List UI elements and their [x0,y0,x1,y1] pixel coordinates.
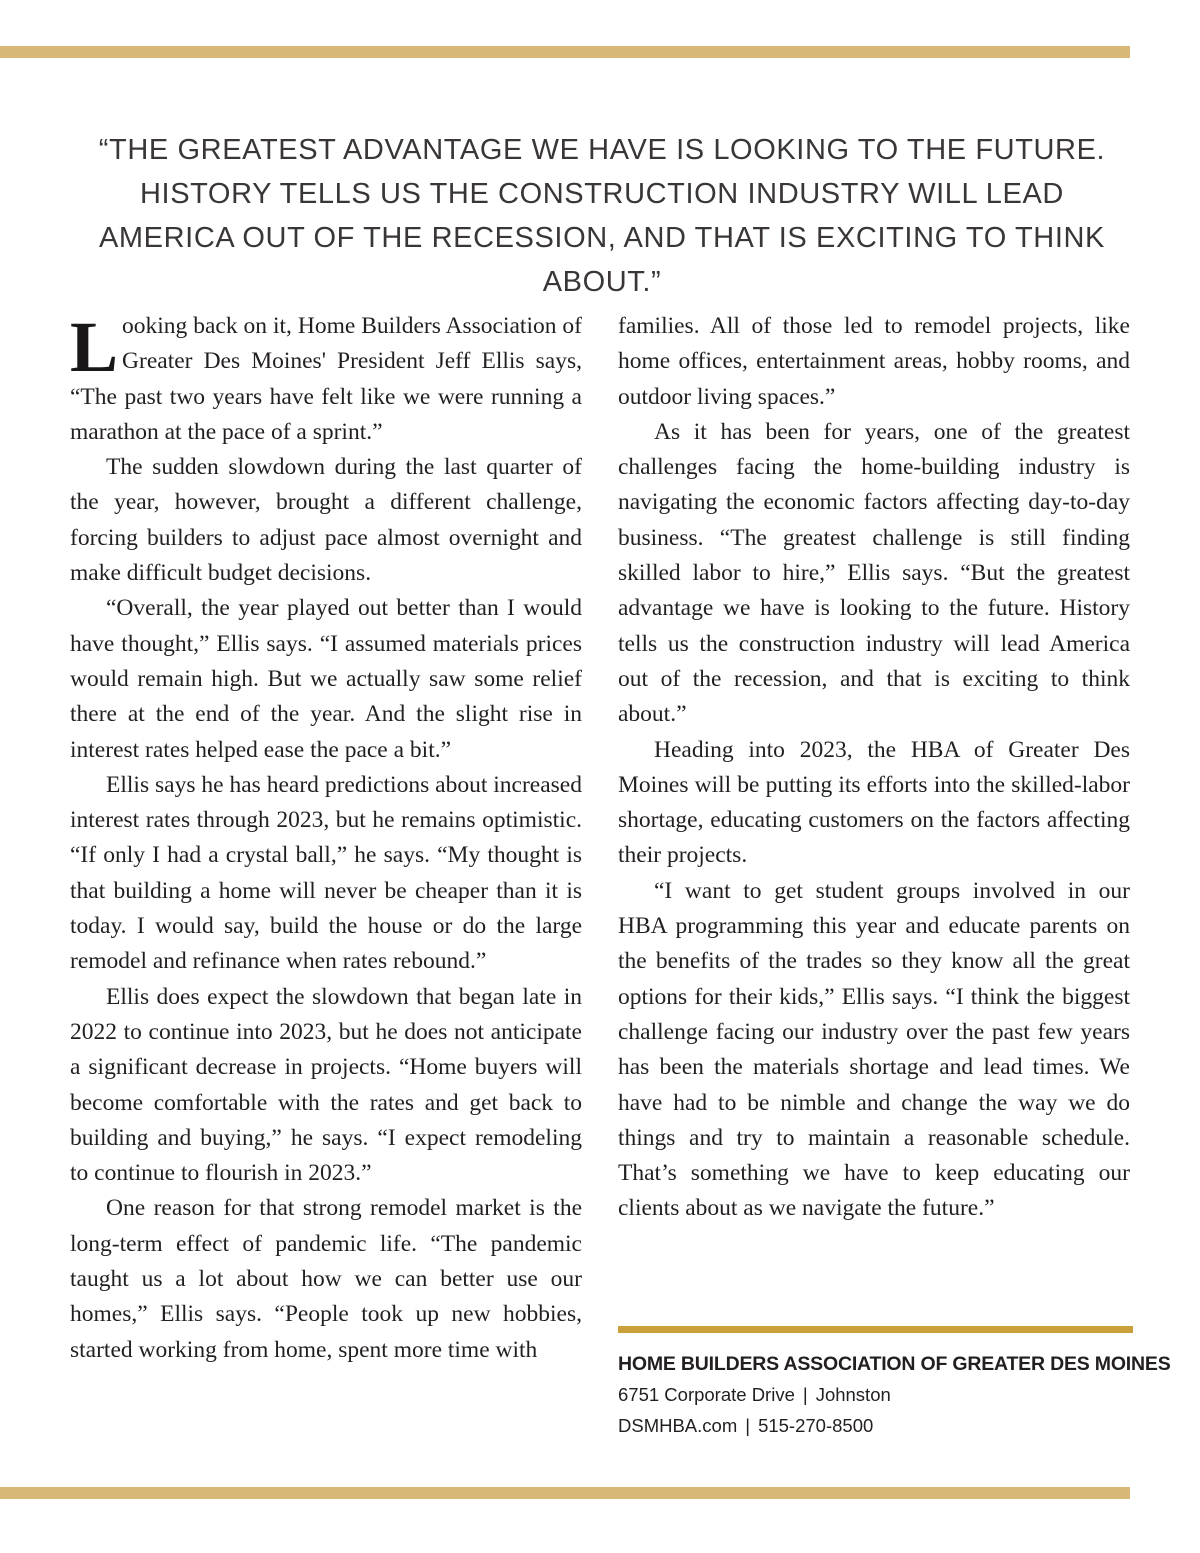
contact-gold-rule [618,1326,1133,1333]
article-paragraph: One reason for that strong remodel market is the long-term effect of pandemic life. “The pandemic taught us a lot about how we can better use our homes,” Ellis says. “People took up new hobbies, started working from home, spent more time with [70,1195,582,1363]
article-right-column [618,309,1130,1227]
separator: | [802,1384,808,1405]
article-paragraph: Ellis does expect the slowdown that began late in 2022 to continue into 2023, but he does not anticipate a significant decrease in projects. “Home buyers will become comfortable with the rates and get back to building and buying,” he says. “I expect remodeling to continue to flourish in 2023.” [70,983,582,1187]
article-paragraph: “Overall, the year played out better than I would have thought,” Ellis says. “I assumed materials prices would remain high. But we actually saw some relief there at the end of the year. And the slight rise in interest rates helped ease the pace a bit.” [70,595,582,763]
web-phone-line [618,1410,1133,1441]
article-paragraph-1: Looking back on it, Home Builders Association of Greater Des Moines' President Jeff Ellis says, “The past two years have felt like we were running a marathon at the pace of a sprint.” [70,307,582,445]
phone-number[interactable]: 515-270-8500 [758,1415,874,1436]
city: Johnston [815,1384,891,1405]
organization-name: HOME BUILDERS ASSOCIATION OF GREATER DES MOINES [618,1353,1171,1375]
article-paragraph-continued: families. All of those led to remodel projects, like home offices, entertainment areas, hobby rooms, and outdoor living spaces.” [618,313,1130,410]
drop-cap: L [70,307,119,387]
top-gold-rule [0,46,1130,58]
article-paragraph: Heading into 2023, the HBA of Greater Des Moines will be putting its efforts into the skilled-labor shortage, educating customers on the factors affecting their projects. [618,736,1130,869]
article-left-column [70,309,582,1368]
address-line [618,1379,1133,1410]
separator: | [745,1415,751,1436]
website-link[interactable]: DSMHBA.com [618,1415,738,1436]
contact-block [618,1326,1171,1441]
bottom-gold-rule [0,1487,1130,1499]
article-paragraph: “I want to get student groups involved in our HBA programming this year and educate parents on the benefits of the trades so they know all the great options for their kids,” Ellis says. “I think the biggest challenge facing our industry over the past few years has been the materials shortage and lead times. We have had to be nimble and change the way we do things and try to maintain a reasonable schedule. That’s something we have to keep educating our clients about as we navigate the future.” [618,877,1130,1222]
article-paragraph: The sudden slowdown during the last quarter of the year, however, brought a different challenge, forcing builders to adjust pace almost overnight and make difficult budget decisions. [70,454,582,587]
article-paragraph: Ellis says he has heard predictions about increased interest rates through 2023, but he remains optimistic. “If only I had a crystal ball,” he says. “My thought is that building a home will never be cheaper than it is today. I would say, build the house or do the large remodel and refinance when rates rebound.” [70,771,582,975]
pull-quote: “THE GREATEST ADVANTAGE WE HAVE IS LOOKING TO THE FUTURE. HISTORY TELLS US THE CONSTRUCTION INDUSTRY WILL LEAD AMERICA OUT OF THE RECESSION, AND THAT IS EXCITING TO THINK ABOUT.” [98,134,1106,298]
street-address: 6751 Corporate Drive [618,1384,795,1405]
article-paragraph: As it has been for years, one of the greatest challenges facing the home-building industry is navigating the economic factors affecting day-to-day business. “The greatest challenge is still finding skilled labor to hire,” Ellis says. “But the greatest advantage we have is looking to the future. History tells us the construction industry will lead America out of the recession, and that is exciting to think about.” [618,418,1130,728]
